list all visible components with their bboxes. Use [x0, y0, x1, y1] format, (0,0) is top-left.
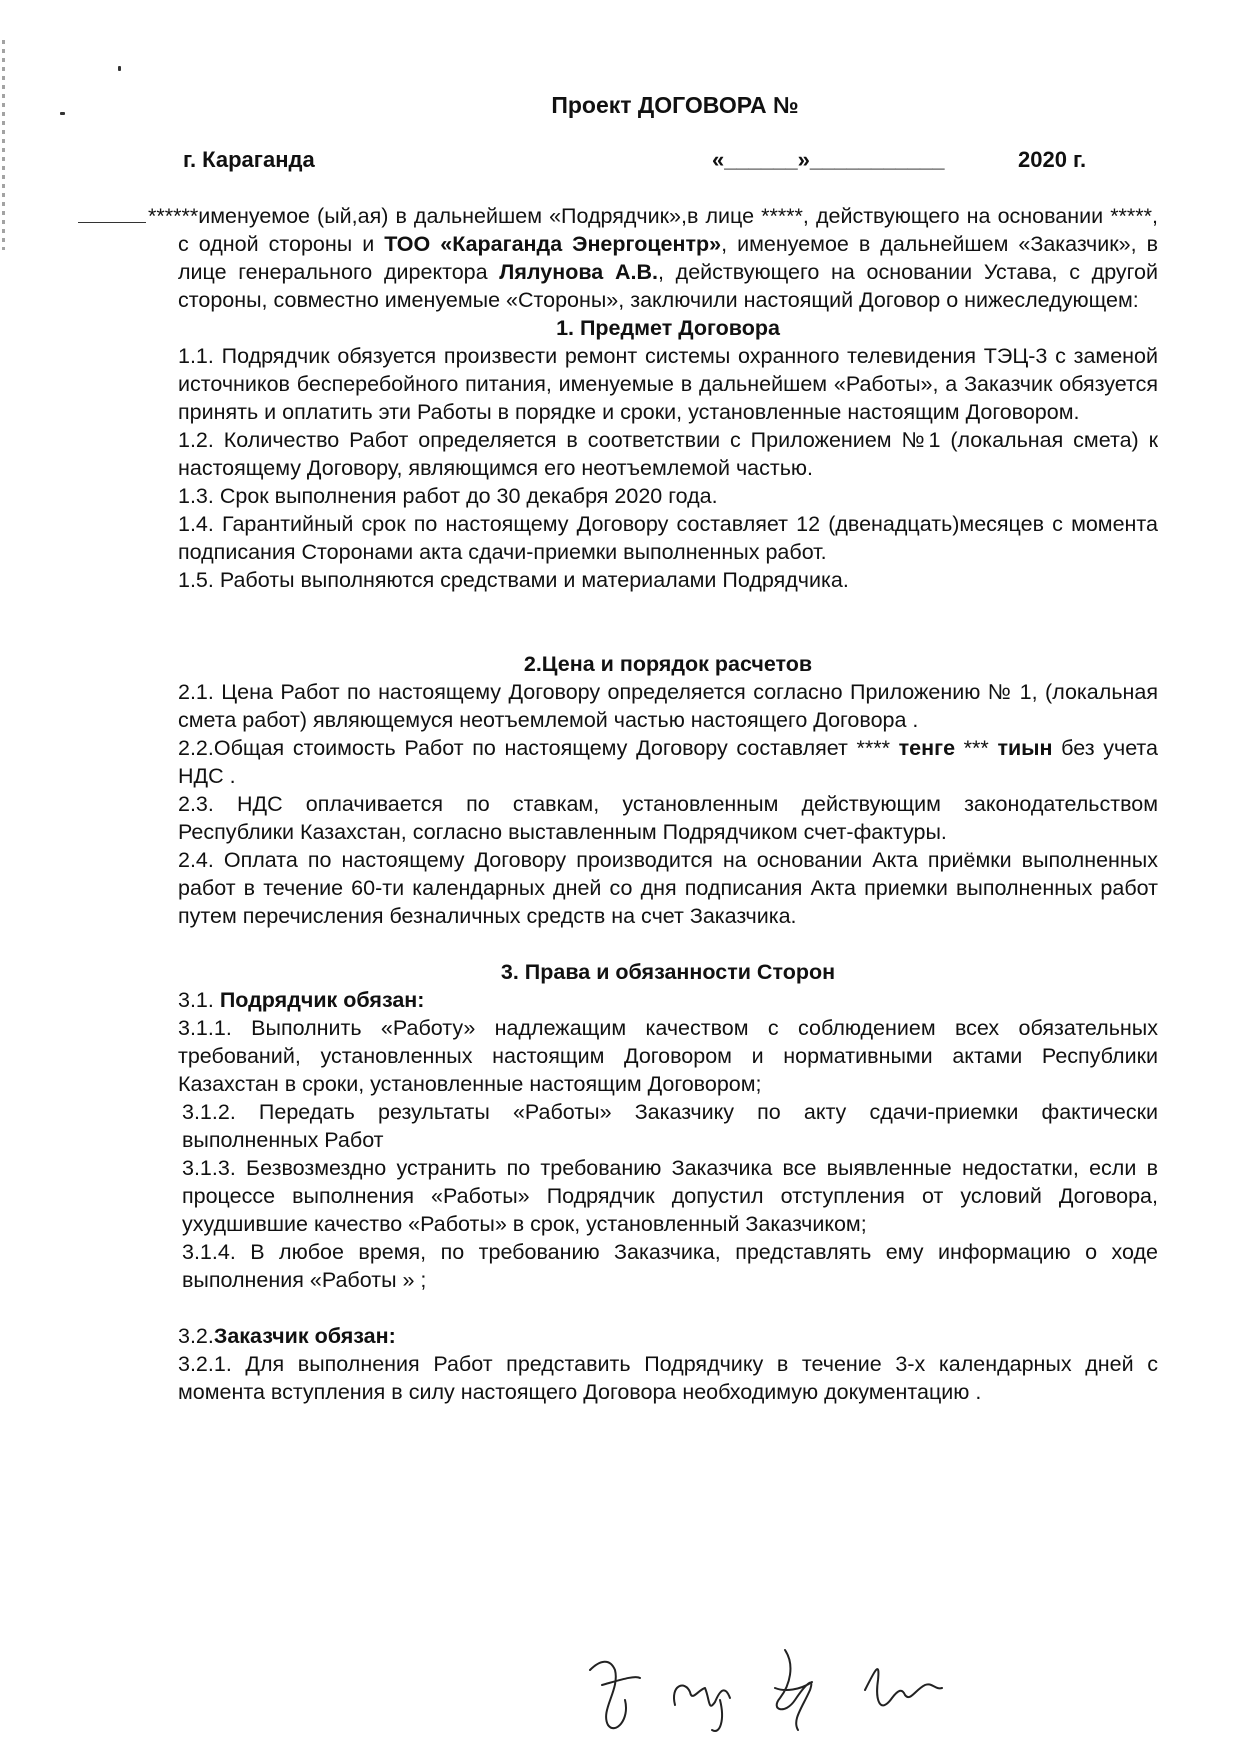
signature-4 — [865, 1669, 942, 1705]
customer-company: ТОО «Караганда Энергоцентр» — [384, 232, 722, 256]
signatures — [580, 1630, 960, 1740]
intro-text-c: , действующего на основании Устава, с другой стороны, совместно именуемые «Стороны», заключили настоящий Договор о нижеследующем: — [178, 260, 1158, 312]
intro-text-b: , именуемое в дальнейшем «Заказчик», в лице генерального директора — [178, 232, 1158, 284]
document-body — [148, 202, 1158, 1406]
clause-2-4: 2.4. Оплата по настоящему Договору производится на основании Акта приёмки выполненных работ в течение 60-ти календарных дней со дня подписания Акта приемки выполненных работ путем перечисления безналичных средств на счет Заказчика. — [178, 848, 1158, 928]
intro-paragraph — [148, 202, 1158, 314]
currency-tenge: тенге — [898, 736, 956, 760]
contractor-obliged-label: Подрядчик обязан: — [219, 988, 425, 1012]
leading-blank-line — [78, 222, 146, 223]
clause-1-5: 1.5. Работы выполняются средствами и материалами Подрядчика. — [178, 568, 849, 592]
clause-1-3: 1.3. Срок выполнения работ до 30 декабря 2020 года. — [178, 484, 718, 508]
clause-3-1-3: 3.1.3. Безвозмездно устранить по требованию Заказчика все выявленные недостатки, если в процессе выполнения «Работы» Подрядчик допустил отступления от условий Договора, ухудшившие качество «Работы» в срок, установленный Заказчиком; — [182, 1156, 1158, 1236]
clause-3-1-4: 3.1.4. В любое время, по требованию Заказчика, представлять ему информацию о ходе выполнения «Работы » ; — [182, 1240, 1158, 1292]
clause-2-2-text-a: 2.2.Общая стоимость Работ по настоящему Договору составляет **** — [178, 736, 899, 760]
clause-1-2: 1.2. Количество Работ определяется в соответствии с Приложением №1 (локальная смета) к настоящему Договору, являющимся его неотъемлемой частью. — [178, 428, 1158, 480]
clause-3-2-heading — [178, 1322, 1158, 1350]
intro-text-a: именуемое (ый,ая) в дальнейшем «Подрядчик»,в лице *****, действующего на основании *****, с одной стороны и — [178, 204, 1158, 256]
clause-3-2-number: 3.2. — [178, 1324, 214, 1348]
clause-2-2-text-b: без учета НДС . — [178, 736, 1158, 788]
clause-3-1-number: 3.1. — [178, 988, 220, 1012]
clause-2-2-stars: *** — [955, 736, 998, 760]
clause-1-1: 1.1. Подрядчик обязуется произвести ремонт системы охранного телевидения ТЭЦ-3 с заменой источников бесперебойного питания, именуемые в дальнейшем «Работы», а Заказчик обязуется принять и оплатить эти Работы в порядке и сроки, установленные настоящим Договором. — [178, 344, 1158, 424]
handwritten-signatures-icon — [580, 1630, 960, 1740]
clause-3-1-heading — [178, 986, 1158, 1014]
signature-3 — [775, 1650, 812, 1730]
currency-tiyn: тиын — [997, 736, 1053, 760]
city-label: г. Караганда — [183, 147, 315, 172]
scan-edge-artifact — [2, 40, 5, 250]
clause-3-2-1: 3.2.1. Для выполнения Работ представить Подрядчику в течение 3-х календарных дней с момента вступления в силу настоящего Договора необходимую документацию . — [178, 1352, 1158, 1404]
spacer — [178, 1294, 1158, 1322]
document-title: Проект ДОГОВОРА № — [551, 92, 799, 118]
clause-2-2 — [178, 734, 1158, 790]
clause-2-1: 2.1. Цена Работ по настоящему Договору определяется согласно Приложению № 1, (локальная смета работ) являющемуся неотъемлемой частью настоящего Договора . — [178, 680, 1158, 732]
date-blank: «______»___________ — [712, 147, 945, 172]
spacer — [178, 594, 1158, 650]
clause-2-3: 2.3. НДС оплачивается по ставкам, установленным действующим законодательством Республики Казахстан, согласно выставленным Подрядчиком счет-фактуры. — [178, 792, 1158, 844]
year-label: 2020 г. — [1018, 147, 1087, 172]
clause-1-4: 1.4. Гарантийный срок по настоящему Договору составляет 12 (двенадцать)месяцев с момента подписания Сторонами акта сдачи-приемки выполненных работ. — [178, 512, 1158, 564]
signature-2 — [674, 1686, 730, 1731]
intro-stars: ****** — [148, 204, 199, 228]
section-1-heading: 1. Предмет Договора — [556, 316, 780, 340]
customer-obliged-label: Заказчик обязан: — [213, 1324, 396, 1348]
spacer — [178, 930, 1158, 958]
section-2-heading: 2.Цена и порядок расчетов — [523, 652, 813, 676]
signature-1 — [590, 1662, 640, 1728]
scan-speck — [118, 66, 121, 71]
section-3-heading: 3. Права и обязанности Сторон — [500, 960, 836, 984]
clause-3-1-2: 3.1.2. Передать результаты «Работы» Заказчику по акту сдачи-приемки фактически выполненных Работ — [182, 1100, 1158, 1152]
director-name: Лялунова А.В. — [499, 260, 658, 284]
clause-3-1-1: 3.1.1. Выполнить «Работу» надлежащим качеством с соблюдением всех обязательных требований, установленных настоящим Договором и нормативными актами Республики Казахстан в сроки, установленные настоящим Договором; — [178, 1016, 1158, 1096]
